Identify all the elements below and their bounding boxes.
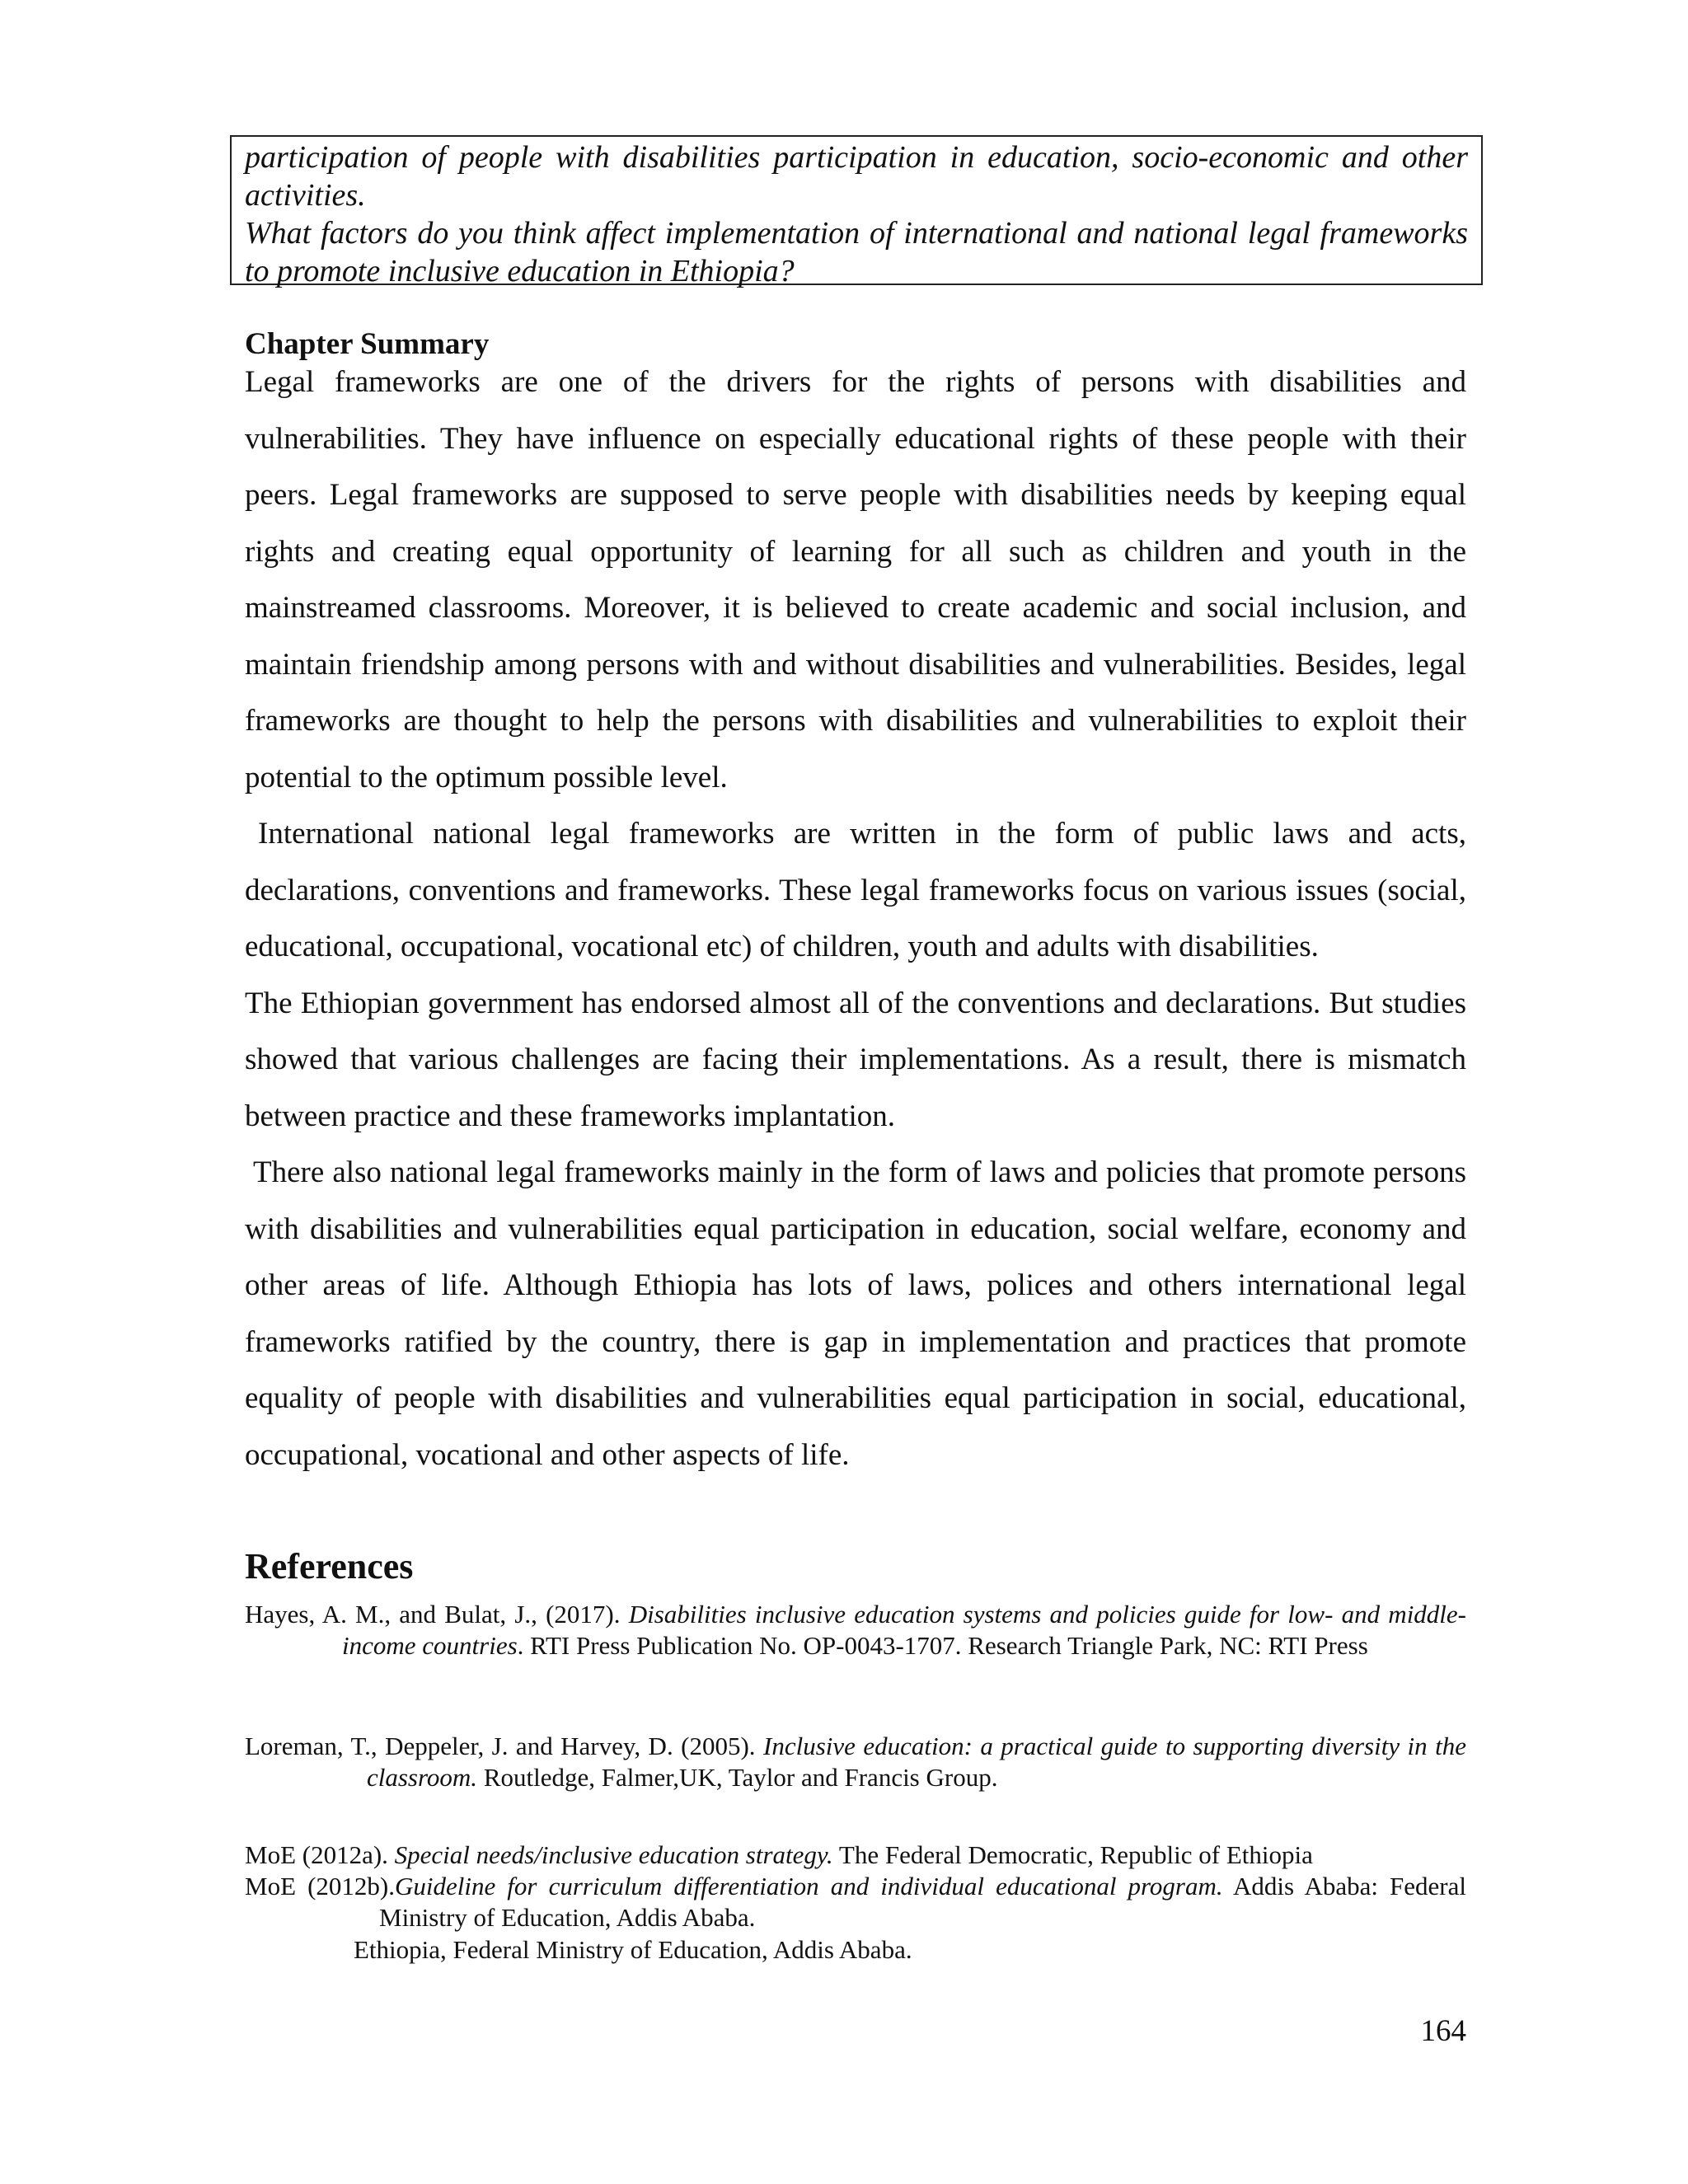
summary-paragraph-3: The Ethiopian government has endorsed almost all of the conventions and declarations. But studies showed that various challenges are facing their implementations. As a result, there is mismatch between practice and these frameworks implantation. — [245, 986, 1466, 1133]
references-heading: References — [245, 1546, 414, 1586]
box-text-continuation: participation of people with disabilities participation in education, socio-economic and other activities. — [245, 140, 1468, 213]
reference-item-loreman — [245, 1731, 1466, 1793]
chapter-summary-heading: Chapter Summary — [245, 327, 490, 361]
summary-paragraph-2: International national legal frameworks are written in the form of public laws and acts, declarations, conventions and frameworks. These legal frameworks focus on various issues (social, educational, occupational, vocational etc) of children, youth and adults with disabilities. — [245, 817, 1466, 963]
references-list — [245, 1599, 1466, 1661]
reference-title: Special needs/inclusive education strategy. — [394, 1840, 833, 1869]
reference-title: Disabilities inclusive education systems and policies guide for low- and middle-income countries — [342, 1600, 1466, 1660]
chapter-summary-body — [245, 354, 1466, 1483]
reference-item-hayes — [245, 1599, 1466, 1661]
page-number: 164 — [1420, 2014, 1466, 2048]
reference-title: Guideline for curriculum differentiation and individual educational program. — [394, 1872, 1223, 1900]
reference-publisher: Routledge, Falmer,UK, Taylor and Francis Group. — [477, 1763, 998, 1792]
reference-item-moe-2012b — [245, 1871, 1466, 1933]
reference-publisher: The Federal Democratic, Republic of Ethiopia — [832, 1840, 1313, 1869]
reflection-question: What factors do you think affect implementation of international and national legal frameworks to promote inclusive education in Ethiopia? — [245, 216, 1468, 288]
reference-item-moe-2012a — [245, 1840, 1466, 1871]
summary-paragraph-4: There also national legal frameworks mainly in the form of laws and policies that promote persons with disabilities and vulnerabilities equal participation in education, social welfare, economy and other areas of life. Although Ethiopia has lots of laws, polices and others international legal frameworks ratified by the country, there is gap in implementation and practices that promote equality of people with disabilities and vulnerabilities equal participation in social, educational, occupational, vocational and other aspects of life. — [245, 1155, 1466, 1472]
reference-authors: MoE (2012b). — [245, 1872, 395, 1900]
reference-authors: Loreman, T., Deppeler, J. and Harvey, D. (2005). — [245, 1732, 763, 1760]
reflection-question-box — [230, 135, 1483, 288]
reference-publisher: . RTI Press Publication No. OP-0043-1707. Research Triangle Park, NC: RTI Press — [517, 1631, 1368, 1660]
reference-publisher: Addis Ababa: Federal Ministry of Education, Addis Ababa. — [379, 1872, 1466, 1932]
references-list-2 — [245, 1731, 1466, 1793]
references-list-3 — [245, 1840, 1466, 1933]
reference-authors: MoE (2012a). — [245, 1840, 395, 1869]
reference-title: Inclusive education: a practical guide to supporting diversity in the classroom. — [367, 1732, 1466, 1792]
reference-authors: Hayes, A. M., and Bulat, J., (2017). — [245, 1600, 629, 1629]
summary-paragraph-1: Legal frameworks are one of the drivers for the rights of persons with disabilities and vulnerabilities. They have influence on especially educational rights of these people with their peers. Legal frameworks are supposed to serve people with disabilities needs by keeping equal rights and creating equal opportunity of learning for all such as children and youth in the mainstreamed classrooms. Moreover, it is believed to create academic and social inclusion, and maintain friendship among persons with and without disabilities and vulnerabilities. Besides, legal frameworks are thought to help the persons with disabilities and vulnerabilities to exploit their potential to the optimum possible level. — [245, 365, 1466, 794]
reference-continuation-line: Ethiopia, Federal Ministry of Education, Addis Ababa. — [354, 1935, 912, 1964]
